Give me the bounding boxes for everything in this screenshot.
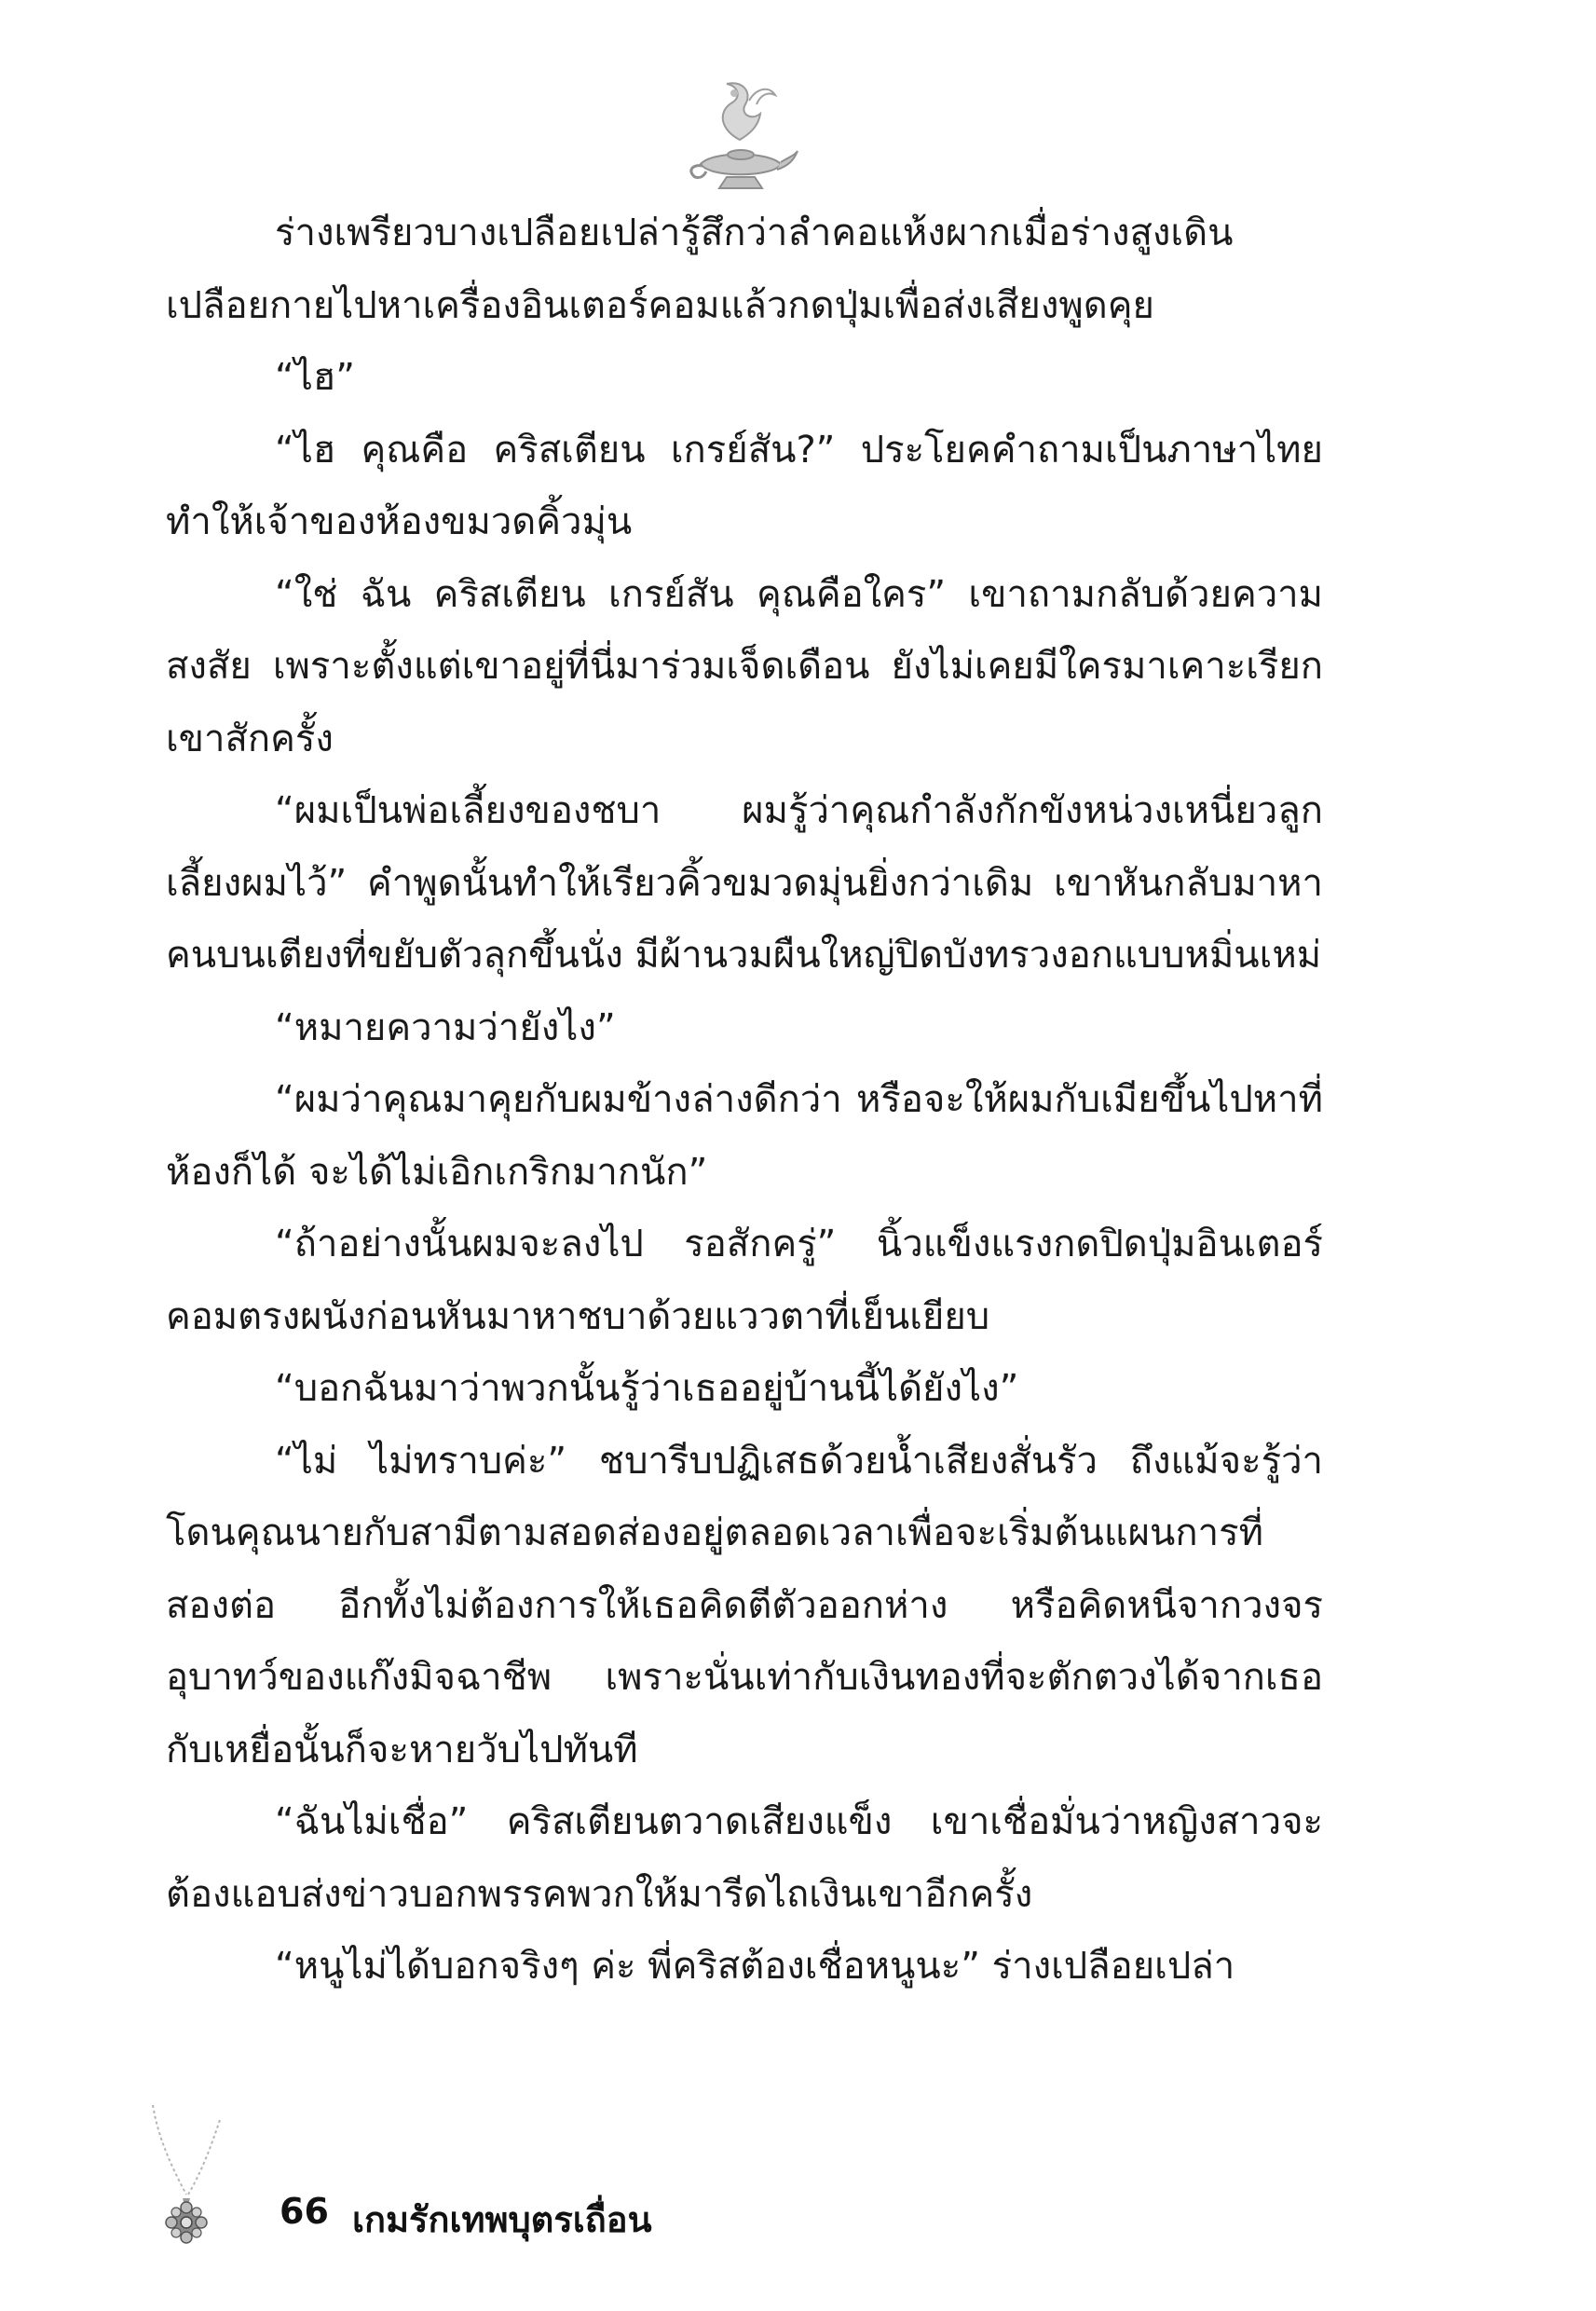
- paragraph: “ไฮ คุณคือ คริสเตียน เกรย์สัน?” ประโยคคำถามเป็นภาษาไทยทำให้เจ้าของห้องขมวดคิ้วมุ่น: [166, 428, 1323, 543]
- paragraph: “บอกฉันมาว่าพวกนั้นรู้ว่าเธออยู่บ้านนี้ได้ยังไง”: [275, 1367, 1019, 1410]
- paragraph: “หนูไม่ได้บอกจริงๆ ค่ะ พี่คริสต้องเชื่อหนูนะ” ร่างเปลือยเปล่า: [275, 1945, 1235, 1988]
- paragraph: “ผมว่าคุณมาคุยกับผมข้างล่างดีกว่า หรือจะให้ผมกับเมียขึ้นไปหาที่ห้องก็ได้ จะได้ไม่เอิกเกริกมากนัก”: [166, 1078, 1323, 1194]
- paragraph: ร่างเพรียวบางเปลือยเปล่ารู้สึกว่าลำคอแห้งผากเมื่อร่างสูงเดินเปลือยกายไปหาเครื่องอินเตอร์คอมแล้วกดปุ่มเพื่อส่งเสียงพูดคุย: [166, 212, 1234, 327]
- paragraph: “ใช่ ฉัน คริสเตียน เกรย์สัน คุณคือใคร” เขาถามกลับด้วยความสงสัย เพราะตั้งแต่เขาอยู่ที่นี่มาร่วมเจ็ดเดือน ยังไม่เคยมีใครมาเคาะเรียกเขาสักครั้ง: [166, 572, 1323, 760]
- paragraph: “ไม่ ไม่ทราบค่ะ” ชบารีบปฏิเสธด้วยน้ำเสียงสั่นรัว ถึงแม้จะรู้ว่าโดนคุณนายกับสามีตามสอดส่องอยู่ตลอดเวลาเพื่อจะเริ่มต้นแผนการที่สองต่อ อีกทั้งไม่ต้องการให้เธอคิดตีตัวออกห่าง หรือคิดหนีจากวงจรอุบาทว์ของแก๊งมิจฉาชีพ เพราะนั่นเท่ากับเงินทองที่จะตักตวงได้จากเธอกับเหยื่อนั้นก็จะหายวับไปทันที: [166, 1439, 1323, 1771]
- page-footer: [149, 2101, 894, 2250]
- paragraph: “หมายความว่ายังไง”: [275, 1005, 616, 1049]
- lamp-with-genie-icon: [684, 75, 799, 194]
- paragraph: “ฉันไม่เชื่อ” คริสเตียนตวาดเสียงแข็ง เขาเชื่อมั่นว่าหญิงสาวจะต้องแอบส่งข่าวบอกพรรคพวกให้มารีดไถเงินเขาอีกครั้ง: [166, 1800, 1323, 1916]
- book-title: เกมรักเทพบุตรเถื่อน: [352, 2199, 652, 2240]
- body-text: [166, 198, 1323, 2003]
- paragraph: “ถ้าอย่างนั้นผมจะลงไป รอสักครู่” นิ้วแข็งแรงกดปิดปุ่มอินเตอร์คอมตรงผนังก่อนหันมาหาชบาด้วยแววตาที่เย็นเยียบ: [166, 1223, 1323, 1338]
- pendant-necklace-icon: [149, 2101, 224, 2250]
- paragraph: “ไฮ”: [275, 356, 355, 399]
- page-number: 66: [280, 2191, 329, 2232]
- paragraph: “ผมเป็นพ่อเลี้ยงของชบา ผมรู้ว่าคุณกำลังกักขังหน่วงเหนี่ยวลูกเลี้ยงผมไว้” คำพูดนั้นทำให้เรียวคิ้วขมวดมุ่นยิ่งกว่าเดิม เขาหันกลับมาหาคนบนเตียงที่ขยับตัวลุกขึ้นนั่ง มีผ้านวมผืนใหญ่ปิดบังทรวงอกแบบหมิ่นเหม่: [166, 789, 1323, 977]
